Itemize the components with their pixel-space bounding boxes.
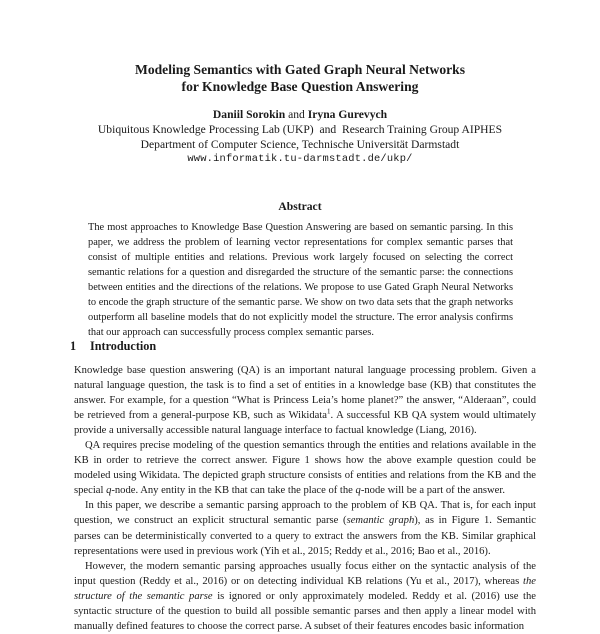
p2-text-b: -node. Any entity in the KB that can take the place of the <box>111 485 356 497</box>
title-line-1: Modeling Semantics with Gated Graph Neural Networks <box>134 62 465 77</box>
title-line-2: for Knowledge Base Question Answering <box>181 79 419 94</box>
section-heading-introduction <box>70 339 156 354</box>
abstract-text: The most approaches to Knowledge Base Question Answering are based on semantic parsing. In this paper, we address the problem of learning vector representations for complex semantic parses that consist of multiple entities and relations. Previous work largely focused on selecting the correct semantic relations for a question and disregarded the structure of the semantic parse: the connections between entities and the directions of the relations. We propose to use Gated Graph Neural Networks to encode the graph structure of the semantic parse. We show on two data sets that the graph networks outperform all baseline models that do not explicitly model the structure. The error analysis confirms that our approach can successfully process complex semantic parses. <box>88 222 513 338</box>
structure-term: the structure of the semantic parse <box>74 575 536 602</box>
p2-text-a: QA requires precise modeling of the question semantics through the entities and relations available in the KB in order to retrieve the correct answer. Figure 1 shows how the above example question could be modeled using Wikidata. The depicted graph structure consists of entities and relations from the KB and the special <box>74 440 536 497</box>
section-title: Introduction <box>90 339 157 353</box>
section-number: 1 <box>70 339 77 353</box>
p2-text-c: -node will be a part of the answer. <box>360 485 505 497</box>
introduction-body <box>74 363 536 634</box>
p3-text-a: In this paper, we describe a semantic parsing approach to the problem of KB QA. That is, for each input question, we construct an explicit structural semantic parse ( <box>74 500 536 527</box>
p4-text-a: However, the modern semantic parsing approaches usually focus either on the syntactic analysis of the input question (Reddy et al., 2016) or on detecting individual KB relations (Yu et al., 2017), whereas <box>74 560 536 587</box>
affiliation-1: Ubiquitous Knowledge Processing Lab (UKP) and Research Training Group AIPHES <box>97 123 503 136</box>
footnote-marker[interactable]: 1 <box>327 407 331 416</box>
intro-paragraph-2 <box>74 438 536 498</box>
q-node-term: q <box>106 485 112 497</box>
author-separator: and <box>288 108 305 121</box>
semantic-graph-term: semantic graph <box>346 515 415 527</box>
q-node-term-2: q <box>355 485 361 497</box>
p4-text-b: is ignored or only approximately modeled. Reddy et al. (2016) use the syntactic structure of the question to build all possible semantic parses and then apply a linear model with manually defined features to choose the correct parse. A subset of their features encodes basic information <box>74 590 536 632</box>
p1-text-b: . A successful KB QA system would ultimately provide a universally accessible natural language interface to factual knowledge (Liang, 2016). <box>74 410 536 437</box>
p1-text-a: Knowledge base question answering (QA) is an important natural language processing problem. Given a natural language question, the task is to find a set of entities in a knowledge base (KB) that constitutes the answer. For example, for a question “What is Princess Leia’s home planet?” the answer, “Alderaan”, could be retrieved from a general-purpose KB, such as Wikidata <box>74 365 536 422</box>
author-2: Iryna Gurevych <box>307 108 388 121</box>
intro-paragraph-3 <box>74 498 536 558</box>
author-block <box>40 107 560 167</box>
author-1: Daniil Sorokin <box>212 108 286 121</box>
affiliation-2: Department of Computer Science, Technische Universität Darmstadt <box>140 138 460 151</box>
abstract-heading: Abstract <box>278 200 322 213</box>
author-names <box>40 107 560 122</box>
p3-text-b: ), as in Figure 1. Semantic parses can be deterministically converted to a query to extract the answers from the KB. Similar graphical representations were used in previous work (Yih et al., 2015; Reddy et al., 2016; Bao et al., 2016). <box>74 515 536 557</box>
paper-title <box>60 61 540 95</box>
intro-paragraph-1 <box>74 363 536 438</box>
intro-paragraph-4 <box>74 559 536 634</box>
author-url[interactable]: www.informatik.tu-darmstadt.de/ukp/ <box>187 153 413 165</box>
